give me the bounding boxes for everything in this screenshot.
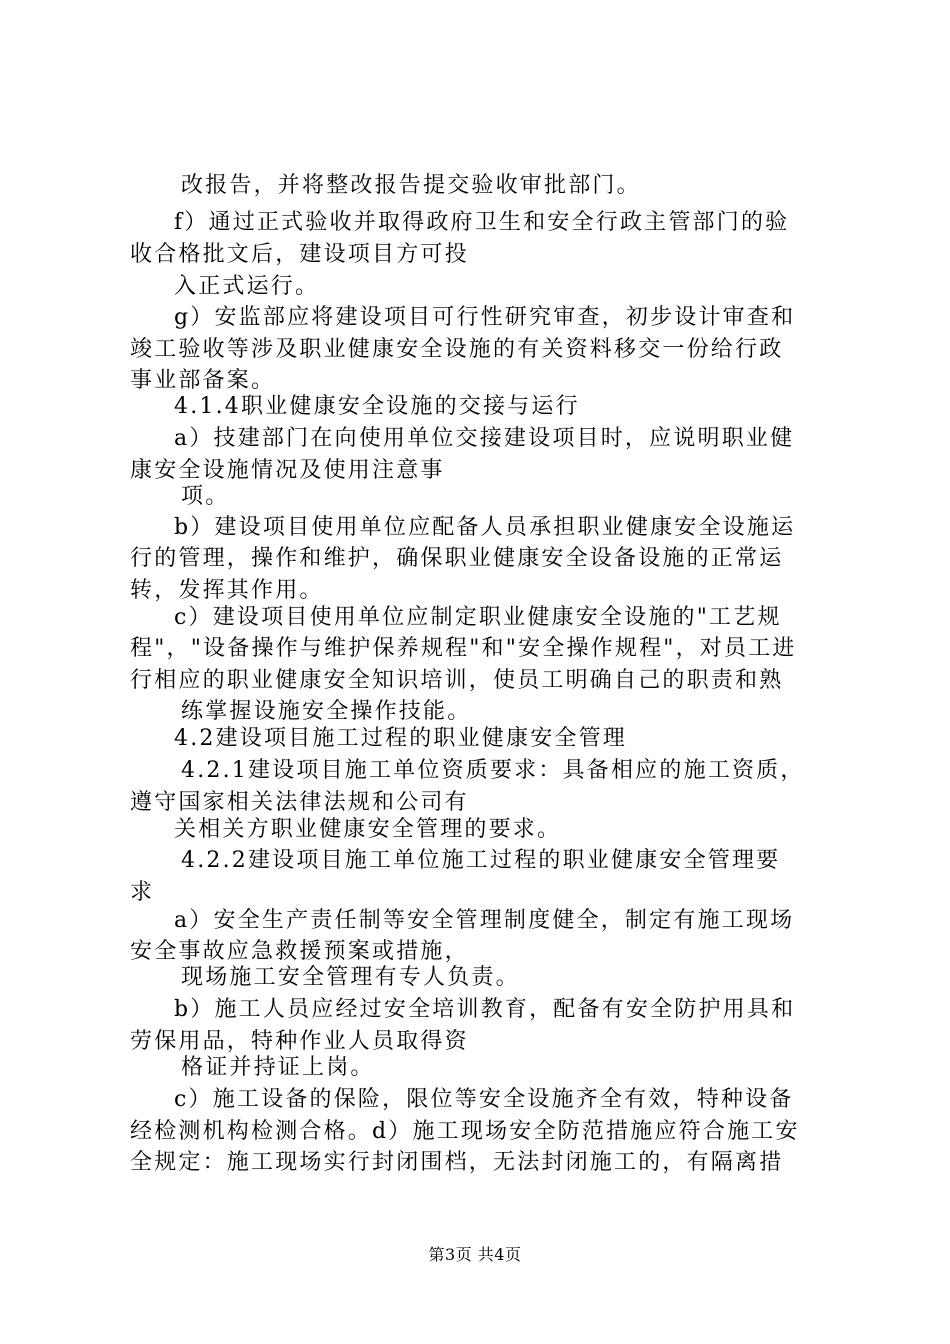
text-line-31: c）施工设备的保险，限位等安全设施齐全有效，特种设备 [174,1087,794,1112]
text-line-29: 劳保用品，特种作业人员取得资 [130,1029,469,1054]
text-line-27: 现场施工安全管理有专人负责。 [181,965,520,990]
text-line-4: 入正式运行。 [174,274,320,299]
text-line-18: 练掌握设施安全操作技能。 [181,699,472,724]
text-line-14: 转，发挥其作用。 [130,578,324,603]
text-line-32: 经检测机构检测合格。d）施工现场安全防范措施应符合施工安 [130,1119,800,1144]
page-number-footer: 第3页 共4页 [428,1245,522,1264]
text-line-33: 全规定：施工现场实行封闭围档，无法封闭施工的，有隔离措 [130,1150,784,1175]
text-line-17: 行相应的职业健康安全知识培训，使员工明确自己的职责和熟 [130,668,784,693]
text-line-2: f）通过正式验收并取得政府卫生和安全行政主管部门的验 [174,210,790,235]
text-line-21: 遵守国家相关法律法规和公司有 [130,790,469,815]
text-line-25: a）安全生产责任制等安全管理制度健全，制定有施工现场 [174,908,795,933]
text-line-6: 竣工验收等涉及职业健康安全设施的有关资料移交一份给行政 [130,337,784,362]
text-line-12: b）建设项目使用单位应配备人员承担职业健康安全设施运 [174,515,796,540]
text-line-9: a）技建部门在向使用单位交接建设项目时，应说明职业健 [174,426,795,451]
text-line-13: 行的管理，操作和维护，确保职业健康安全设备设施的正常运 [130,546,784,571]
text-line-30: 格证并持证上岗。 [181,1055,375,1080]
text-line-28: b）施工人员应经过安全培训教育，配备有安全防护用具和 [174,997,796,1022]
text-line-1: 改报告，并将整改报告提交验收审批部门。 [181,173,641,198]
section-heading-4-2: 4.2建设项目施工过程的职业健康安全管理 [174,726,627,751]
text-line-23: 4.2.2建设项目施工单位施工过程的职业健康安全管理要 [181,848,781,873]
section-heading-4-1-4: 4.1.4职业健康安全设施的交接与运行 [174,394,580,419]
text-line-5: g）安监部应将建设项目可行性研究审查，初步设计审查和 [174,305,796,330]
text-line-11: 项。 [181,484,230,509]
text-line-20: 4.2.1建设项目施工单位资质要求：具备相应的施工资质， [181,758,805,783]
text-line-3: 收合格批文后，建设项目方可投 [130,242,469,267]
text-line-16: 程"，"设备操作与维护保养规程"和"安全操作规程"，对员工进 [130,636,797,661]
text-line-7: 事业部备案。 [130,368,276,393]
text-line-26: 安全事故应急救援预案或措施， [130,939,469,964]
text-line-22: 关相关方职业健康安全管理的要求。 [174,817,562,842]
text-line-10: 康安全设施情况及使用注意事 [130,458,445,483]
text-line-24: 求 [130,880,155,905]
text-line-15: c）建设项目使用单位应制定职业健康安全设施的"工艺规 [174,605,782,630]
